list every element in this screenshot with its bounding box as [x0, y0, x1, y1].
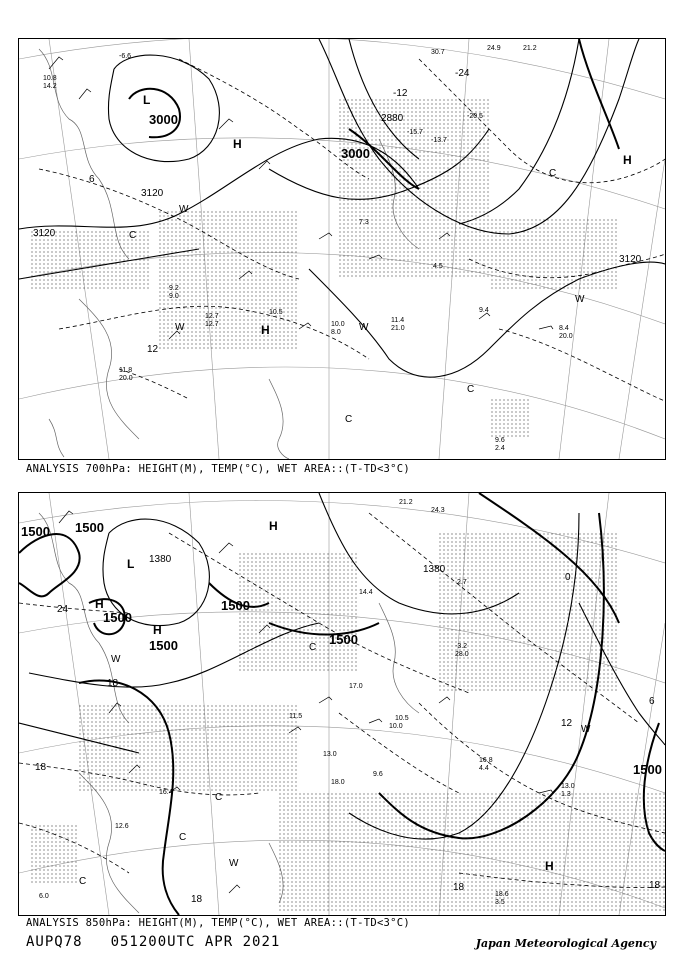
station-value: 3.5: [495, 899, 505, 906]
station-value: 9.6: [373, 771, 383, 778]
contour-label: 1380: [149, 554, 172, 565]
station-value: 9.2: [169, 285, 179, 292]
isotherm-label: 12: [561, 718, 573, 729]
station-value: 9.6: [495, 437, 505, 444]
station-value: 21.0: [391, 325, 405, 332]
station-value: 12.7: [205, 313, 219, 320]
cold-center: C: [129, 230, 137, 241]
isotherm-label: -24: [455, 68, 470, 79]
contour-label: 3000: [341, 146, 370, 161]
contour-label: 3000: [149, 112, 178, 127]
panel-caption-700hpa: ANALYSIS 700hPa: HEIGHT(M), TEMP(°C), WET AREA::(T-TD<3°C): [26, 463, 411, 475]
warm-center: W: [229, 858, 239, 869]
station-value: -13.7: [431, 137, 447, 144]
isotherm-label: 18: [453, 882, 465, 893]
station-value: 18.6: [495, 891, 509, 898]
warm-center: W: [575, 294, 585, 305]
station-value: 8.4: [559, 325, 569, 332]
station-value: 10.5: [395, 715, 409, 722]
warm-center: W: [175, 322, 185, 333]
station-value: -15.7: [407, 129, 423, 136]
agency-credit: Japan Meteorological Agency: [475, 937, 656, 950]
cold-center: C: [345, 414, 353, 425]
contour-label: 3120: [619, 254, 642, 265]
station-value: 20.0: [559, 333, 573, 340]
low-center: L: [127, 557, 135, 571]
station-value: 2.7: [457, 579, 467, 586]
station-value: 16.4: [159, 789, 173, 796]
station-value: 11.8: [119, 367, 133, 374]
map-700hpa-graphics: [19, 39, 665, 459]
station-value: 24.3: [431, 507, 445, 514]
cold-center: C: [215, 792, 223, 803]
station-value: 10.5: [269, 309, 283, 316]
isotherm-label: 12: [147, 344, 159, 355]
station-value: 21.2: [399, 499, 413, 506]
panel-caption-850hpa: ANALYSIS 850hPa: HEIGHT(M), TEMP(°C), WET AREA::(T-TD<3°C): [26, 917, 411, 929]
contour-label: 1500: [149, 638, 178, 653]
station-value: 11.4: [391, 317, 405, 324]
station-value: 28.0: [455, 651, 469, 658]
station-value: 2.4: [495, 445, 505, 452]
high-center: H: [545, 859, 554, 873]
chart-code: AUPQ78: [26, 934, 83, 950]
cold-center: C: [467, 384, 475, 395]
station-value: 12.6: [115, 823, 129, 830]
station-value: 11.5: [289, 713, 303, 720]
station-value: 4.4: [479, 765, 489, 772]
isotherm-label: 6: [89, 174, 95, 185]
contour-label: 1500: [103, 610, 132, 625]
station-value: 13.0: [323, 751, 337, 758]
contour-label: 3120: [141, 188, 164, 199]
station-value: 16.8: [479, 757, 493, 764]
station-value: 7.3: [359, 219, 369, 226]
station-value: 14.2: [43, 83, 57, 90]
isotherm-label: -12: [393, 88, 408, 99]
high-center: H: [233, 137, 242, 151]
station-value: 10.0: [331, 321, 345, 328]
station-value: 10.0: [389, 723, 403, 730]
station-value: 14.4: [359, 589, 373, 596]
station-value: 10.8: [43, 75, 57, 82]
station-value: 9.0: [169, 293, 179, 300]
contour-label: 1500: [329, 632, 358, 647]
isotherm-label: 18: [649, 880, 661, 891]
contour-label: 1500: [75, 520, 104, 535]
map-panel-700hpa: [18, 38, 666, 460]
isotherm-label: 18: [35, 762, 47, 773]
station-value: 6.0: [39, 893, 49, 900]
station-value: 30.7: [431, 49, 445, 56]
station-value: -6.6: [119, 53, 132, 60]
station-value: 9.4: [479, 307, 489, 314]
isotherm-label: 24: [57, 604, 69, 615]
contour-label: 1500: [21, 524, 50, 539]
high-center: H: [95, 597, 104, 611]
high-center: H: [261, 323, 270, 337]
cold-center: C: [179, 832, 187, 843]
isotherm-label: 0: [565, 572, 571, 583]
contour-label: 1500: [633, 762, 662, 777]
map-panel-850hpa: [18, 492, 666, 916]
contour-label: 1380: [423, 564, 446, 575]
station-value: 18.0: [331, 779, 345, 786]
station-value: 4.5: [433, 263, 443, 270]
station-value: 1.3: [561, 791, 571, 798]
low-center: L: [143, 93, 151, 107]
map-850hpa-graphics: [19, 493, 665, 915]
wet-area-stipple: [29, 99, 619, 439]
station-value: 21.2: [523, 45, 537, 52]
station-value: 8.0: [331, 329, 341, 336]
isotherm-label: 18: [107, 678, 119, 689]
high-center: H: [623, 153, 632, 167]
contour-label: 2880: [381, 113, 404, 124]
station-value: 13.0: [561, 783, 575, 790]
station-value: 20.0: [119, 375, 133, 382]
valid-time: 051200UTC APR 2021: [110, 934, 281, 950]
contour-label: 1500: [221, 598, 250, 613]
station-value: -3.2: [455, 643, 468, 650]
cold-center: C: [549, 168, 557, 179]
station-value: -20.5: [467, 113, 483, 120]
contour-label: 3120: [33, 228, 56, 239]
warm-center: W: [111, 654, 121, 665]
station-value: 17.0: [349, 683, 363, 690]
warm-center: W: [359, 322, 369, 333]
cold-center: C: [309, 642, 317, 653]
cold-center: C: [79, 876, 87, 887]
chart-identifier: [26, 934, 308, 950]
warm-center: W: [581, 724, 591, 735]
high-center: H: [153, 623, 162, 637]
isotherm-label: 18: [191, 894, 203, 905]
warm-center: W: [179, 204, 189, 215]
station-value: 24.9: [487, 45, 501, 52]
isotherm-label: 6: [649, 696, 655, 707]
high-center: H: [269, 519, 278, 533]
station-value: 12.7: [205, 321, 219, 328]
